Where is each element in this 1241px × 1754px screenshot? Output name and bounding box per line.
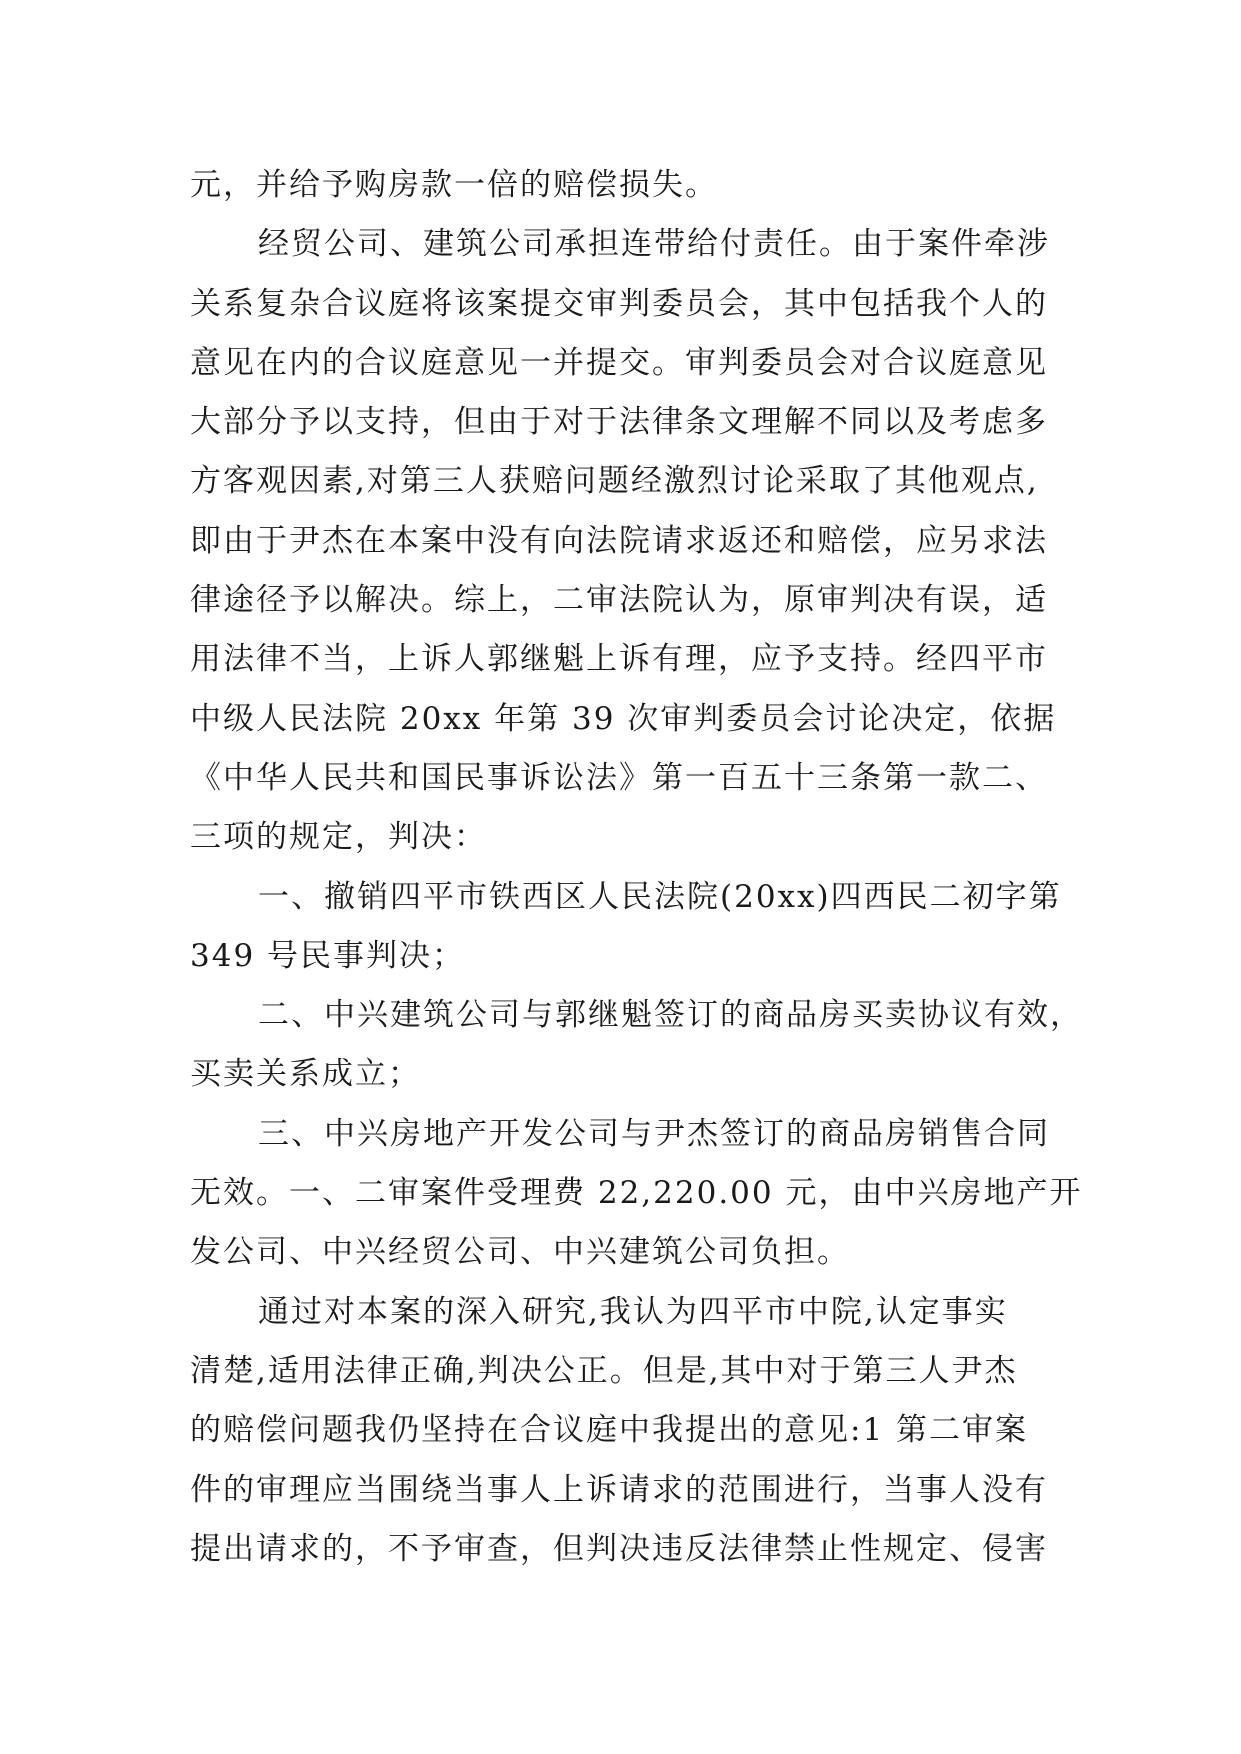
paragraph-start-line: 二、中兴建筑公司与郭继魁签订的商品房买卖协议有效， xyxy=(258,997,1083,1034)
text-line: 349 号民事判决； xyxy=(190,937,466,974)
text-line: 件的审理应当围绕当事人上诉请求的范围进行，当事人没有 xyxy=(190,1471,1048,1508)
text-line: 提出请求的，不予审查，但判决违反法律禁止性规定、侵害 xyxy=(190,1530,1048,1567)
text-line: 清楚,适用法律正确,判决公正。但是,其中对于第三人尹杰 xyxy=(190,1352,1018,1389)
paragraph-start-line: 经贸公司、建筑公司承担连带给付责任。由于案件牵涉 xyxy=(258,226,1050,263)
text-line: 无效。一、二审案件受理费 22,220.00 元，由中兴房地产开 xyxy=(190,1175,1083,1212)
paragraph-start-line: 一、撤销四平市铁西区人民法院(20xx)四西民二初字第 xyxy=(258,878,1062,915)
text-line: 律途径予以解决。综上，二审法院认为，原审判决有误，适 xyxy=(190,582,1048,619)
text-line: 发公司、中兴经贸公司、中兴建筑公司负担。 xyxy=(190,1234,850,1271)
text-line: 方客观因素,对第三人获赔问题经激烈讨论采取了其他观点, xyxy=(190,463,1039,500)
text-line: 用法律不当，上诉人郭继魁上诉有理，应予支持。经四平市 xyxy=(190,641,1048,678)
text-line: 即由于尹杰在本案中没有向法院请求返还和赔偿，应另求法 xyxy=(190,522,1048,559)
paragraph-start-line: 三、中兴房地产开发公司与尹杰签订的商品房销售合同 xyxy=(258,1115,1050,1152)
text-line: 元，并给予购房款一倍的赔偿损失。 xyxy=(190,167,718,203)
paragraph-start-line: 通过对本案的深入研究,我认为四平市中院,认定事实 xyxy=(258,1293,1008,1330)
text-line: 《中华人民共和国民事诉讼法》第一百五十三条第一款二、 xyxy=(190,759,1048,796)
document-body xyxy=(190,156,1083,1579)
text-line: 意见在内的合议庭意见一并提交。审判委员会对合议庭意见 xyxy=(190,344,1048,381)
text-line: 的赔偿问题我仍坚持在合议庭中我提出的意见:1 第二审案 xyxy=(190,1412,1029,1449)
text-line: 关系复杂合议庭将该案提交审判委员会，其中包括我个人的 xyxy=(190,285,1048,322)
text-line: 中级人民法院 20xx 年第 39 次审判委员会讨论决定，依据 xyxy=(190,700,1057,737)
text-line: 三项的规定，判决： xyxy=(190,819,487,856)
text-line: 大部分予以支持，但由于对于法律条文理解不同以及考虑多 xyxy=(190,404,1048,441)
text-line: 买卖关系成立； xyxy=(190,1056,421,1093)
